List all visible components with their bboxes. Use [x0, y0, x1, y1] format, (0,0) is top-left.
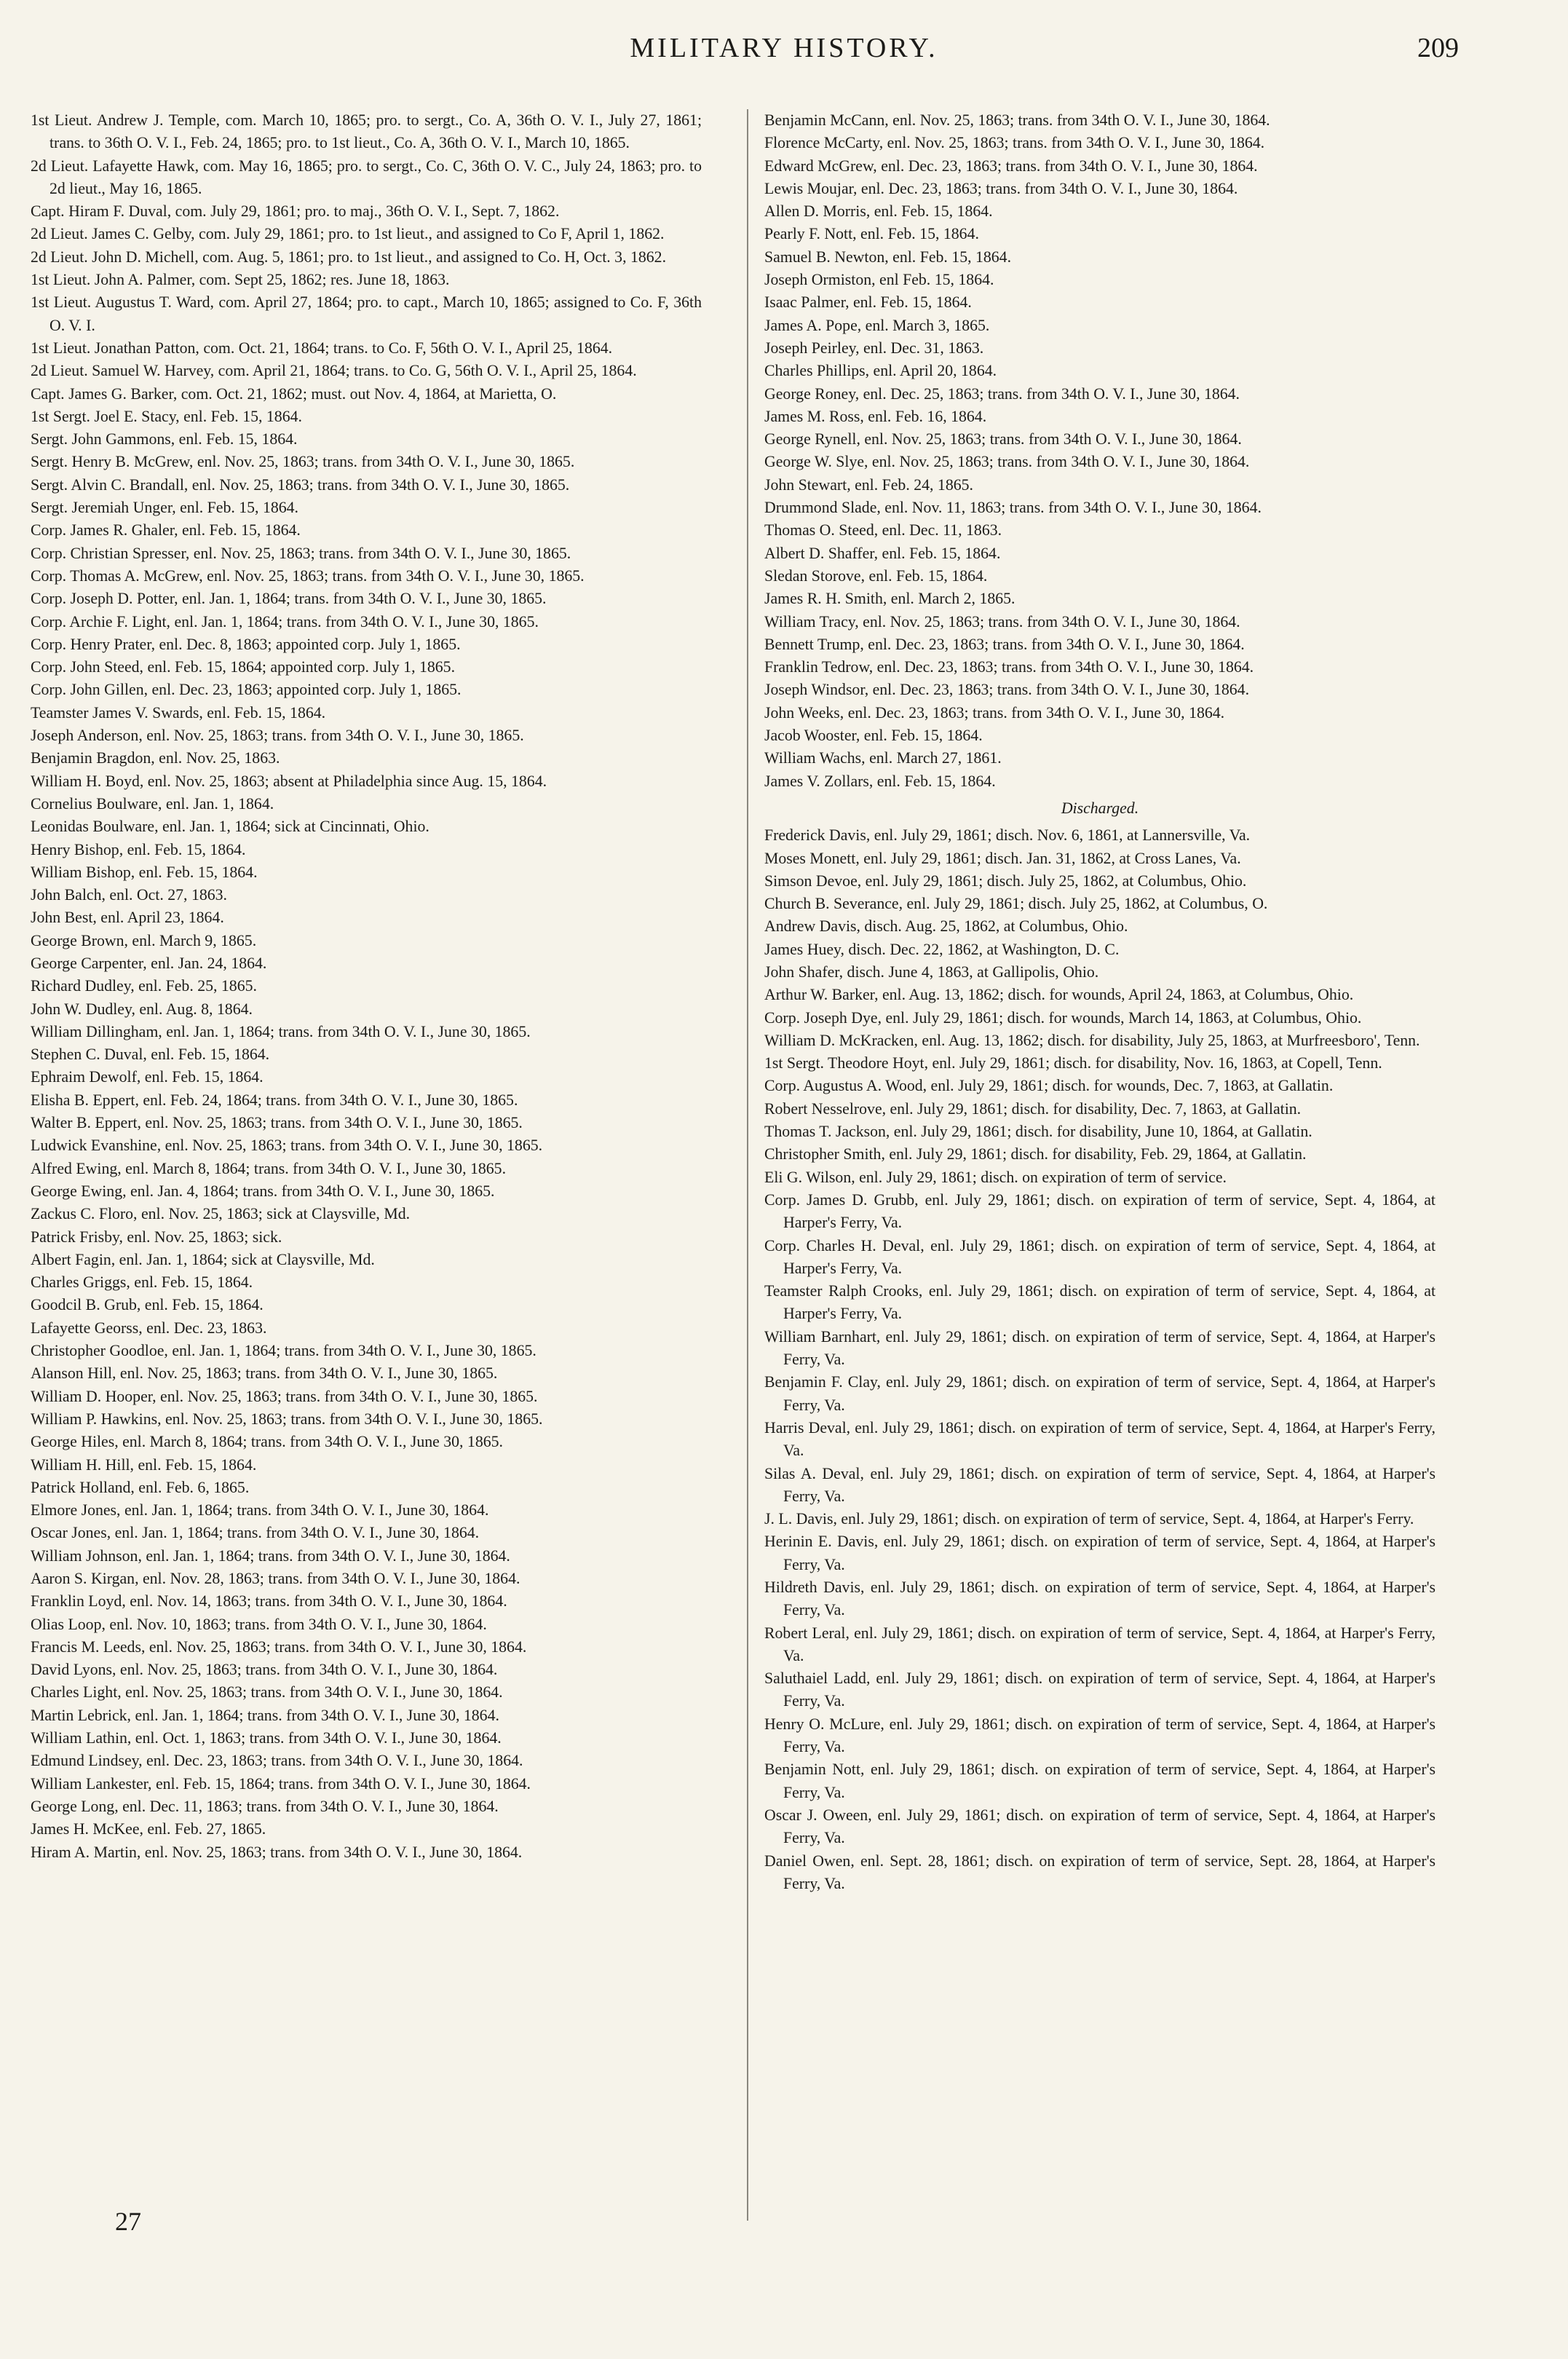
roster-entry: Richard Dudley, enl. Feb. 25, 1865. [31, 977, 257, 995]
roster-entry: William Bishop, enl. Feb. 15, 1864. [31, 863, 258, 881]
roster-entry: Sergt. John Gammons, enl. Feb. 15, 1864. [31, 430, 298, 449]
roster-entry: Patrick Holland, enl. Feb. 6, 1865. [31, 1478, 250, 1496]
roster-entry: Eli G. Wilson, enl. July 29, 1861; disch. on expiration of term of service. [764, 1168, 1227, 1186]
roster-entry: Alanson Hill, enl. Nov. 25, 1863; trans. from 34th O. V. I., June 30, 1865. [31, 1364, 498, 1383]
roster-entry: William Lathin, enl. Oct. 1, 1863; trans. from 34th O. V. I., June 30, 1864. [31, 1729, 502, 1747]
roster-entry: J. L. Davis, enl. July 29, 1861; disch. on expiration of term of service, Sept. 4, 1864, at Harper's Ferry. [764, 1510, 1414, 1528]
right-column [764, 109, 1436, 2221]
roster-entry: Corp. Thomas A. McGrew, enl. Nov. 25, 1863; trans. from 34th O. V. I., June 30, 1865. [31, 566, 585, 585]
roster-entry: Hildreth Davis, enl. July 29, 1861; disch. on expiration of term of service, Sept. 4, 1864, at Harper's Ferry, Va. [764, 1578, 1436, 1619]
roster-entry: Corp. James R. Ghaler, enl. Feb. 15, 1864. [31, 521, 301, 540]
roster-entry: George Carpenter, enl. Jan. 24, 1864. [31, 954, 267, 972]
roster-entry: Goodcil B. Grub, enl. Feb. 15, 1864. [31, 1296, 264, 1314]
roster-entry: Corp. Augustus A. Wood, enl. July 29, 1861; disch. for wounds, Dec. 7, 1863, at Gallatin. [764, 1077, 1334, 1095]
roster-entry: Edward McGrew, enl. Dec. 23, 1863; trans. from 34th O. V. I., June 30, 1864. [764, 157, 1258, 175]
roster-entry: William Lankester, enl. Feb. 15, 1864; trans. from 34th O. V. I., June 30, 1864. [31, 1774, 531, 1793]
roster-entry: Sergt. Jeremiah Unger, enl. Feb. 15, 1864. [31, 499, 298, 517]
roster-entry: Zackus C. Floro, enl. Nov. 25, 1863; sick at Claysville, Md. [31, 1205, 411, 1223]
left-column [31, 109, 702, 2221]
roster-entry: Capt. Hiram F. Duval, com. July 29, 1861; pro. to maj., 36th O. V. I., Sept. 7, 1862. [31, 202, 560, 221]
roster-entry: Albert Fagin, enl. Jan. 1, 1864; sick at Claysville, Md. [31, 1250, 375, 1268]
roster-entry: Charles Phillips, enl. April 20, 1864. [764, 362, 997, 380]
roster-entry: Benjamin McCann, enl. Nov. 25, 1863; trans. from 34th O. V. I., June 30, 1864. [764, 111, 1270, 129]
roster-entry: Cornelius Boulware, enl. Jan. 1, 1864. [31, 794, 274, 813]
signature-mark: 27 [115, 2207, 141, 2236]
roster-entry: Sergt. Henry B. McGrew, enl. Nov. 25, 1863; trans. from 34th O. V. I., June 30, 1865. [31, 453, 575, 471]
roster-entry: Allen D. Morris, enl. Feb. 15, 1864. [764, 202, 993, 221]
roster-entry: Sledan Storove, enl. Feb. 15, 1864. [764, 566, 988, 585]
roster-entry: George Brown, enl. March 9, 1865. [31, 931, 257, 949]
roster-entry: Francis M. Leeds, enl. Nov. 25, 1863; trans. from 34th O. V. I., June 30, 1864. [31, 1637, 527, 1656]
roster-entry: Charles Light, enl. Nov. 25, 1863; trans. from 34th O. V. I., June 30, 1864. [31, 1683, 503, 1702]
roster-entry: Corp. Joseph D. Potter, enl. Jan. 1, 1864; trans. from 34th O. V. I., June 30, 1865. [31, 590, 547, 608]
roster-entry: Jacob Wooster, enl. Feb. 15, 1864. [764, 727, 983, 745]
roster-entry: Franklin Tedrow, enl. Dec. 23, 1863; trans. from 34th O. V. I., June 30, 1864. [764, 658, 1254, 676]
roster-entry: William Barnhart, enl. July 29, 1861; disch. on expiration of term of service, Sept. 4, 1864, at Harper's Ferry, Va. [764, 1327, 1436, 1369]
roster-entry: John Stewart, enl. Feb. 24, 1865. [764, 475, 973, 494]
roster-entry: George Hiles, enl. March 8, 1864; trans. from 34th O. V. I., June 30, 1865. [31, 1433, 503, 1451]
roster-entry: James V. Zollars, enl. Feb. 15, 1864. [764, 772, 996, 790]
roster-entry: William Wachs, enl. March 27, 1861. [764, 749, 1002, 767]
roster-entry: Frederick Davis, enl. July 29, 1861; disch. Nov. 6, 1861, at Lannersville, Va. [764, 826, 1251, 845]
roster-entry: 1st Lieut. John A. Palmer, com. Sept 25, 1862; res. June 18, 1863. [31, 271, 450, 289]
roster-entry: Aaron S. Kirgan, enl. Nov. 28, 1863; trans. from 34th O. V. I., June 30, 1864. [31, 1570, 520, 1587]
roster-entry: George Roney, enl. Dec. 25, 1863; trans. from 34th O. V. I., June 30, 1864. [764, 384, 1240, 403]
roster-entry: James H. McKee, enl. Feb. 27, 1865. [31, 1820, 266, 1838]
roster-entry: Charles Griggs, enl. Feb. 15, 1864. [31, 1273, 253, 1292]
roster-entry: John W. Dudley, enl. Aug. 8, 1864. [31, 1000, 253, 1018]
roster-entry: Ephraim Dewolf, enl. Feb. 15, 1864. [31, 1068, 264, 1086]
roster-entry: Corp. Christian Spresser, enl. Nov. 25, 1863; trans. from 34th O. V. I., June 30, 1865. [31, 544, 571, 562]
roster-entry: Walter B. Eppert, enl. Nov. 25, 1863; trans. from 34th O. V. I., June 30, 1865. [31, 1114, 523, 1132]
roster-entry: Elmore Jones, enl. Jan. 1, 1864; trans. from 34th O. V. I., June 30, 1864. [31, 1501, 489, 1520]
roster-entry: 1st Sergt. Joel E. Stacy, enl. Feb. 15, 1864. [31, 407, 302, 425]
roster-entry: William P. Hawkins, enl. Nov. 25, 1863; trans. from 34th O. V. I., June 30, 1865. [31, 1410, 543, 1428]
roster-entry: Samuel B. Newton, enl. Feb. 15, 1864. [764, 248, 1012, 266]
roster-entry: Oscar Jones, enl. Jan. 1, 1864; trans. from 34th O. V. I., June 30, 1864. [31, 1524, 480, 1542]
roster-entry: 2d Lieut. James C. Gelby, com. July 29, 1861; pro. to 1st lieut., and assigned to Co F, April 1, 1862. [31, 225, 665, 243]
roster-entry: Leonidas Boulware, enl. Jan. 1, 1864; sick at Cincinnati, Ohio. [31, 818, 429, 836]
roster-entry: Capt. James G. Barker, com. Oct. 21, 1862; must. out Nov. 4, 1864, at Marietta, O. [31, 384, 557, 403]
roster-entry: William Dillingham, enl. Jan. 1, 1864; trans. from 34th O. V. I., June 30, 1865. [31, 1022, 531, 1040]
roster-entry: Henry Bishop, enl. Feb. 15, 1864. [31, 840, 246, 858]
roster-entry: Bennett Trump, enl. Dec. 23, 1863; trans. from 34th O. V. I., June 30, 1864. [764, 635, 1245, 653]
roster-entry: Oscar J. Oween, enl. July 29, 1861; disch. on expiration of term of service, Sept. 4, 1864, at Harper's Ferry, Va. [764, 1806, 1436, 1847]
roster-entry: Christopher Goodloe, enl. Jan. 1, 1864; trans. from 34th O. V. I., June 30, 1865. [31, 1342, 536, 1360]
roster-entry: John Weeks, enl. Dec. 23, 1863; trans. from 34th O. V. I., June 30, 1864. [764, 703, 1225, 722]
roster-entry: Alfred Ewing, enl. March 8, 1864; trans. from 34th O. V. I., June 30, 1865. [31, 1159, 507, 1177]
roster-entry: 2d Lieut. Samuel W. Harvey, com. April 21, 1864; trans. to Co. G, 56th O. V. I., April 25, 1864. [31, 362, 637, 380]
roster-entry: Daniel Owen, enl. Sept. 28, 1861; disch. on expiration of term of service, Sept. 28, 1864, at Harper's Ferry, Va. [764, 1852, 1436, 1892]
roster-entry: Church B. Severance, enl. July 29, 1861; disch. July 25, 1862, at Columbus, O. [764, 895, 1268, 913]
roster-entry: Christopher Smith, enl. July 29, 1861; disch. for disability, Feb. 29, 1864, at Gallatin. [764, 1145, 1307, 1163]
roster-entry: Hiram A. Martin, enl. Nov. 25, 1863; trans. from 34th O. V. I., June 30, 1864. [31, 1843, 523, 1861]
roster-entry: Moses Monett, enl. July 29, 1861; disch. Jan. 31, 1862, at Cross Lanes, Va. [764, 849, 1241, 867]
roster-entry: Ludwick Evanshine, enl. Nov. 25, 1863; trans. from 34th O. V. I., June 30, 1865. [31, 1137, 543, 1155]
roster-entry: Teamster James V. Swards, enl. Feb. 15, 1864. [31, 703, 326, 722]
roster-entry: 2d Lieut. Lafayette Hawk, com. May 16, 1865; pro. to sergt., Co. C, 36th O. V. C., July 24, 1863; pro. to 2d lieut., May 16, 1865. [31, 157, 702, 197]
roster-entry: Corp. Joseph Dye, enl. July 29, 1861; disch. for wounds, March 14, 1863, at Columbus, Ohio. [764, 1008, 1362, 1027]
roster-entry: Pearly F. Nott, enl. Feb. 15, 1864. [764, 225, 979, 243]
roster-entry: Stephen C. Duval, enl. Feb. 15, 1864. [31, 1046, 270, 1064]
roster-entry: Edmund Lindsey, enl. Dec. 23, 1863; trans. from 34th O. V. I., June 30, 1864. [31, 1752, 523, 1770]
roster-entry: Martin Lebrick, enl. Jan. 1, 1864; trans. from 34th O. V. I., June 30, 1864. [31, 1706, 499, 1724]
roster-entry: Franklin Loyd, enl. Nov. 14, 1863; trans. from 34th O. V. I., June 30, 1864. [31, 1592, 507, 1611]
roster-entry: Elisha B. Eppert, enl. Feb. 24, 1864; trans. from 34th O. V. I., June 30, 1865. [31, 1091, 518, 1109]
roster-entry: Corp. John Steed, enl. Feb. 15, 1864; appointed corp. July 1, 1865. [31, 658, 456, 676]
roster-entry: Robert Leral, enl. July 29, 1861; disch. on expiration of term of service, Sept. 4, 1864, at Harper's Ferry, Va. [764, 1624, 1436, 1664]
running-title: MILITARY HISTORY. [630, 33, 938, 63]
roster-entry: Corp. Archie F. Light, enl. Jan. 1, 1864; trans. from 34th O. V. I., June 30, 1865. [31, 612, 539, 631]
roster-entry: William H. Hill, enl. Feb. 15, 1864. [31, 1455, 257, 1474]
roster-entry: William D. Hooper, enl. Nov. 25, 1863; trans. from 34th O. V. I., June 30, 1865. [31, 1387, 538, 1405]
roster-entry: William D. McKracken, enl. Aug. 13, 1862; disch. for disability, July 25, 1863, at Murfreesboro', Tenn. [764, 1031, 1420, 1049]
roster-entry: 1st Sergt. Theodore Hoyt, enl. July 29, 1861; disch. for disability, Nov. 16, 1863, at Copell, Tenn. [764, 1054, 1382, 1072]
roster-entry: Joseph Windsor, enl. Dec. 23, 1863; trans. from 34th O. V. I., June 30, 1864. [764, 681, 1250, 699]
roster-list [764, 109, 1436, 793]
roster-entry: Joseph Peirley, enl. Dec. 31, 1863. [764, 339, 984, 357]
roster-entry: Corp. James D. Grubb, enl. July 29, 1861; disch. on expiration of term of service, Sept. 4, 1864, at Harper's Ferry, Va. [764, 1190, 1436, 1232]
roster-entry: Patrick Frisby, enl. Nov. 25, 1863; sick. [31, 1228, 282, 1246]
roster-entry: James R. H. Smith, enl. March 2, 1865. [764, 590, 1015, 608]
roster-entry: Florence McCarty, enl. Nov. 25, 1863; trans. from 34th O. V. I., June 30, 1864. [764, 134, 1265, 152]
page-header [0, 32, 1568, 76]
column-divider [747, 109, 748, 2221]
discharged-list [764, 824, 1436, 1895]
roster-entry: 1st Lieut. Andrew J. Temple, com. March 10, 1865; pro. to sergt., Co. A, 36th O. V. I., July 27, 1861; trans. to 36th O. V. I., Feb. 24, 1865; pro. to 1st lieut., Co. A, 36th O. V. I., March 10, 1865. [31, 111, 702, 152]
roster-entry: Lewis Moujar, enl. Dec. 23, 1863; trans. from 34th O. V. I., June 30, 1864. [764, 179, 1238, 197]
roster-entry: James A. Pope, enl. March 3, 1865. [764, 316, 990, 334]
roster-entry: Sergt. Alvin C. Brandall, enl. Nov. 25, 1863; trans. from 34th O. V. I., June 30, 1865. [31, 475, 570, 494]
roster-entry: George Long, enl. Dec. 11, 1863; trans. from 34th O. V. I., June 30, 1864. [31, 1797, 499, 1815]
roster-entry: Teamster Ralph Crooks, enl. July 29, 1861; disch. on expiration of term of service, Sept. 4, 1864, at Harper's Ferry, Va. [764, 1282, 1436, 1323]
roster-entry: Olias Loop, enl. Nov. 10, 1863; trans. from 34th O. V. I., June 30, 1864. [31, 1615, 487, 1633]
roster-entry: Joseph Anderson, enl. Nov. 25, 1863; trans. from 34th O. V. I., June 30, 1865. [31, 727, 524, 745]
roster-entry: 2d Lieut. John D. Michell, com. Aug. 5, 1861; pro. to 1st lieut., and assigned to Co. H, Oct. 3, 1862. [31, 248, 667, 266]
roster-entry: George Rynell, enl. Nov. 25, 1863; trans. from 34th O. V. I., June 30, 1864. [764, 430, 1242, 449]
roster-entry: John Shafer, disch. June 4, 1863, at Gallipolis, Ohio. [764, 963, 1099, 981]
roster-entry: Thomas T. Jackson, enl. July 29, 1861; disch. for disability, June 10, 1864, at Gallatin. [764, 1123, 1312, 1141]
roster-entry: Henry O. McLure, enl. July 29, 1861; disch. on expiration of term of service, Sept. 4, 1864, at Harper's Ferry, Va. [764, 1715, 1436, 1756]
roster-entry: Saluthaiel Ladd, enl. July 29, 1861; disch. on expiration of term of service, Sept. 4, 1864, at Harper's Ferry, Va. [764, 1670, 1436, 1710]
roster-entry: Corp. Henry Prater, enl. Dec. 8, 1863; appointed corp. July 1, 1865. [31, 635, 461, 653]
roster-entry: Joseph Ormiston, enl Feb. 15, 1864. [764, 271, 994, 289]
roster-entry: Thomas O. Steed, enl. Dec. 11, 1863. [764, 521, 1002, 540]
roster-entry: Silas A. Deval, enl. July 29, 1861; disch. on expiration of term of service, Sept. 4, 1864, at Harper's Ferry, Va. [764, 1464, 1436, 1505]
roster-entry: Albert D. Shaffer, enl. Feb. 15, 1864. [764, 544, 1001, 562]
roster-entry: Corp. Charles H. Deval, enl. July 29, 1861; disch. on expiration of term of service, Sept. 4, 1864, at Harper's Ferry, Va. [764, 1236, 1436, 1277]
roster-entry: Benjamin Nott, enl. July 29, 1861; disch. on expiration of term of service, Sept. 4, 1864, at Harper's Ferry, Va. [764, 1761, 1436, 1801]
roster-entry: Simson Devoe, enl. July 29, 1861; disch. July 25, 1862, at Columbus, Ohio. [764, 872, 1247, 890]
roster-entry: Lafayette Georss, enl. Dec. 23, 1863. [31, 1319, 267, 1337]
roster-entry: 1st Lieut. Augustus T. Ward, com. April 27, 1864; pro. to capt., March 10, 1865; assigned to Co. F, 36th O. V. I. [31, 293, 702, 334]
page-number: 209 [1417, 33, 1459, 63]
roster-entry: Harris Deval, enl. July 29, 1861; disch. on expiration of term of service, Sept. 4, 1864, at Harper's Ferry, Va. [764, 1418, 1436, 1460]
roster-entry: John Balch, enl. Oct. 27, 1863. [31, 886, 228, 904]
roster-entry: Isaac Palmer, enl. Feb. 15, 1864. [764, 293, 972, 312]
roster-entry: Herinin E. Davis, enl. July 29, 1861; disch. on expiration of term of service, Sept. 4, 1864, at Harper's Ferry, Va. [764, 1533, 1436, 1573]
roster-entry: George Ewing, enl. Jan. 4, 1864; trans. from 34th O. V. I., June 30, 1865. [31, 1182, 495, 1200]
roster-entry: James Huey, disch. Dec. 22, 1862, at Washington, D. C. [764, 940, 1120, 958]
roster-entry: Corp. John Gillen, enl. Dec. 23, 1863; appointed corp. July 1, 1865. [31, 681, 462, 699]
roster-entry: Robert Nesselrove, enl. July 29, 1861; disch. for disability, Dec. 7, 1863, at Gallatin. [764, 1099, 1302, 1118]
roster-entry: George W. Slye, enl. Nov. 25, 1863; trans. from 34th O. V. I., June 30, 1864. [764, 453, 1250, 471]
roster-entry: William H. Boyd, enl. Nov. 25, 1863; absent at Philadelphia since Aug. 15, 1864. [31, 772, 547, 790]
discharged-heading: Discharged. [1061, 799, 1139, 817]
roster-entry: John Best, enl. April 23, 1864. [31, 909, 224, 927]
roster-entry: Andrew Davis, disch. Aug. 25, 1862, at Columbus, Ohio. [764, 917, 1128, 936]
roster-entry: 1st Lieut. Jonathan Patton, com. Oct. 21, 1864; trans. to Co. F, 56th O. V. I., April 25, 1864. [31, 339, 613, 357]
roster-entry: Arthur W. Barker, enl. Aug. 13, 1862; disch. for wounds, April 24, 1863, at Columbus, Ohio. [764, 986, 1354, 1004]
roster-entry: James M. Ross, enl. Feb. 16, 1864. [764, 407, 987, 425]
roster-entry: David Lyons, enl. Nov. 25, 1863; trans. from 34th O. V. I., June 30, 1864. [31, 1661, 498, 1679]
roster-entry: William Johnson, enl. Jan. 1, 1864; trans. from 34th O. V. I., June 30, 1864. [31, 1546, 510, 1565]
roster-entry: Drummond Slade, enl. Nov. 11, 1863; trans. from 34th O. V. I., June 30, 1864. [764, 499, 1262, 517]
roster-entry: William Tracy, enl. Nov. 25, 1863; trans. from 34th O. V. I., June 30, 1864. [764, 612, 1240, 631]
roster-entry: Benjamin Bragdon, enl. Nov. 25, 1863. [31, 749, 280, 767]
roster-entry: Benjamin F. Clay, enl. July 29, 1861; disch. on expiration of term of service, Sept. 4, 1864, at Harper's Ferry, Va. [764, 1373, 1436, 1414]
